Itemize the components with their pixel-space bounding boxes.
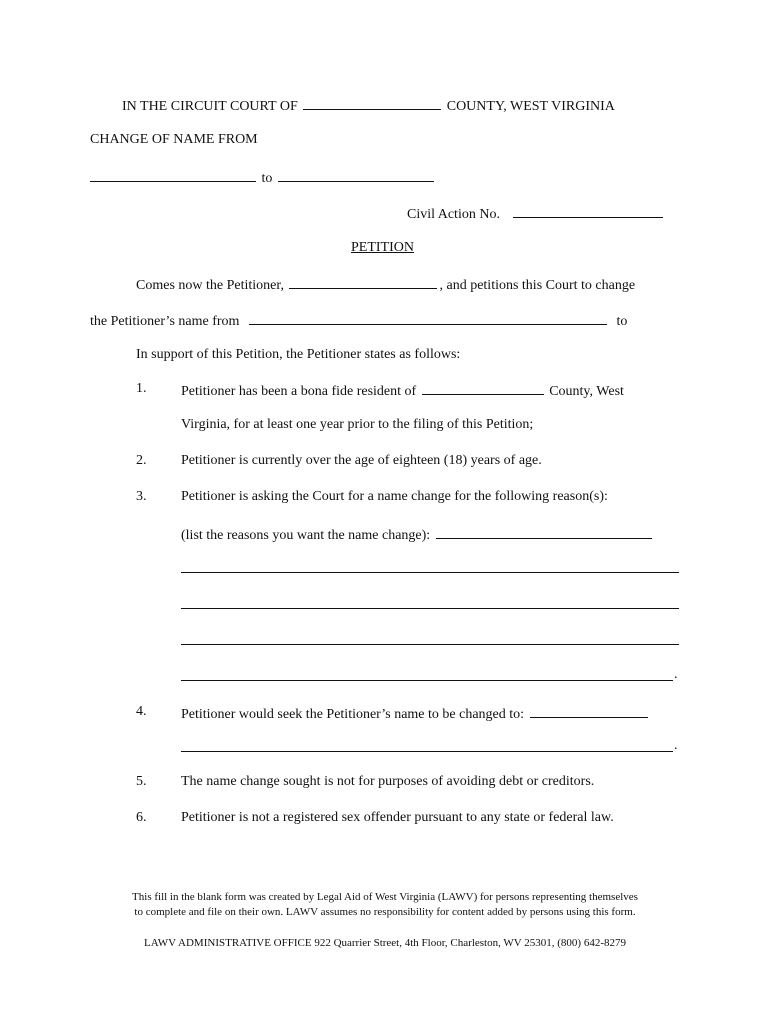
- support-statement: In support of this Petition, the Petitioner states as follows:: [136, 347, 461, 362]
- reasons-prompt: (list the reasons you want the name change):: [181, 528, 431, 543]
- reasons-blank-1[interactable]: [436, 524, 652, 539]
- caption: CHANGE OF NAME FROM: [90, 132, 258, 147]
- intro-line-2-prefix: the Petitioner’s name from: [90, 314, 240, 329]
- item-5-number: 5.: [136, 774, 147, 789]
- to-word: to: [261, 171, 273, 186]
- court-prefix: IN THE CIRCUIT COURT OF: [122, 99, 298, 114]
- petitioner-name-blank[interactable]: [289, 274, 437, 289]
- item-2-number: 2.: [136, 453, 147, 468]
- new-name-blank[interactable]: [278, 167, 434, 182]
- page-title: PETITION: [351, 240, 414, 255]
- intro-line-1-prefix: Comes now the Petitioner,: [136, 278, 284, 293]
- item-1-line-b: Virginia, for at least one year prior to the filing of this Petition;: [181, 417, 534, 432]
- item-3-text: Petitioner is asking the Court for a name change for the following reason(s):: [181, 489, 608, 504]
- reasons-blank-2[interactable]: [181, 572, 679, 573]
- item-4-text: Petitioner would seek the Petitioner’s name to be changed to:: [181, 707, 525, 722]
- footer-office: LAWV ADMINISTRATIVE OFFICE 922 Quarrier Street, 4th Floor, Charleston, WV 25301, (800) 642-8279: [143, 937, 627, 949]
- reasons-period: .: [674, 667, 678, 682]
- residence-county-blank[interactable]: [422, 380, 544, 395]
- desired-name-blank-2[interactable]: [181, 751, 673, 752]
- old-name-blank[interactable]: [90, 167, 256, 182]
- civil-action-label: Civil Action No.: [407, 207, 500, 222]
- item-1-line-a: [181, 380, 624, 401]
- name-change-line: [90, 167, 436, 188]
- civil-action-blank[interactable]: [513, 203, 663, 218]
- intro-line-1-suffix: , and petitions this Court to change: [439, 278, 636, 293]
- intro-line-2: [90, 310, 627, 331]
- item-1-suffix: County, West: [549, 384, 624, 399]
- item-1-number: 1.: [136, 381, 147, 396]
- intro-line-1: [136, 274, 635, 295]
- item-4-text-line: [181, 703, 650, 724]
- reasons-blank-4[interactable]: [181, 644, 679, 645]
- item-6-text: Petitioner is not a registered sex offender pursuant to any state or federal law.: [181, 810, 614, 825]
- item-2-text: Petitioner is currently over the age of eighteen (18) years of age.: [181, 453, 542, 468]
- item-3-sub: [181, 524, 654, 545]
- desired-name-blank-1[interactable]: [530, 703, 648, 718]
- item-4-number: 4.: [136, 704, 147, 719]
- civil-action-line: [407, 203, 665, 224]
- court-header: [122, 95, 615, 116]
- current-name-blank[interactable]: [249, 310, 607, 325]
- desired-name-period: .: [674, 738, 678, 753]
- intro-line-2-suffix: to: [616, 314, 628, 329]
- item-6-number: 6.: [136, 810, 147, 825]
- reasons-blank-3[interactable]: [181, 608, 679, 609]
- item-1-prefix: Petitioner has been a bona fide resident of: [181, 384, 417, 399]
- item-5-text: The name change sought is not for purposes of avoiding debt or creditors.: [181, 774, 595, 789]
- item-3-number: 3.: [136, 489, 147, 504]
- footer-disclaimer-1: This fill in the blank form was created by Legal Aid of West Virginia (LAWV) for persons representing themselves: [132, 891, 638, 903]
- reasons-blank-5[interactable]: [181, 680, 673, 681]
- footer-disclaimer-2: to complete and file on their own. LAWV assumes no responsibility for content added by persons using this form.: [134, 906, 636, 918]
- county-blank[interactable]: [303, 95, 441, 110]
- court-suffix: COUNTY, WEST VIRGINIA: [446, 99, 615, 114]
